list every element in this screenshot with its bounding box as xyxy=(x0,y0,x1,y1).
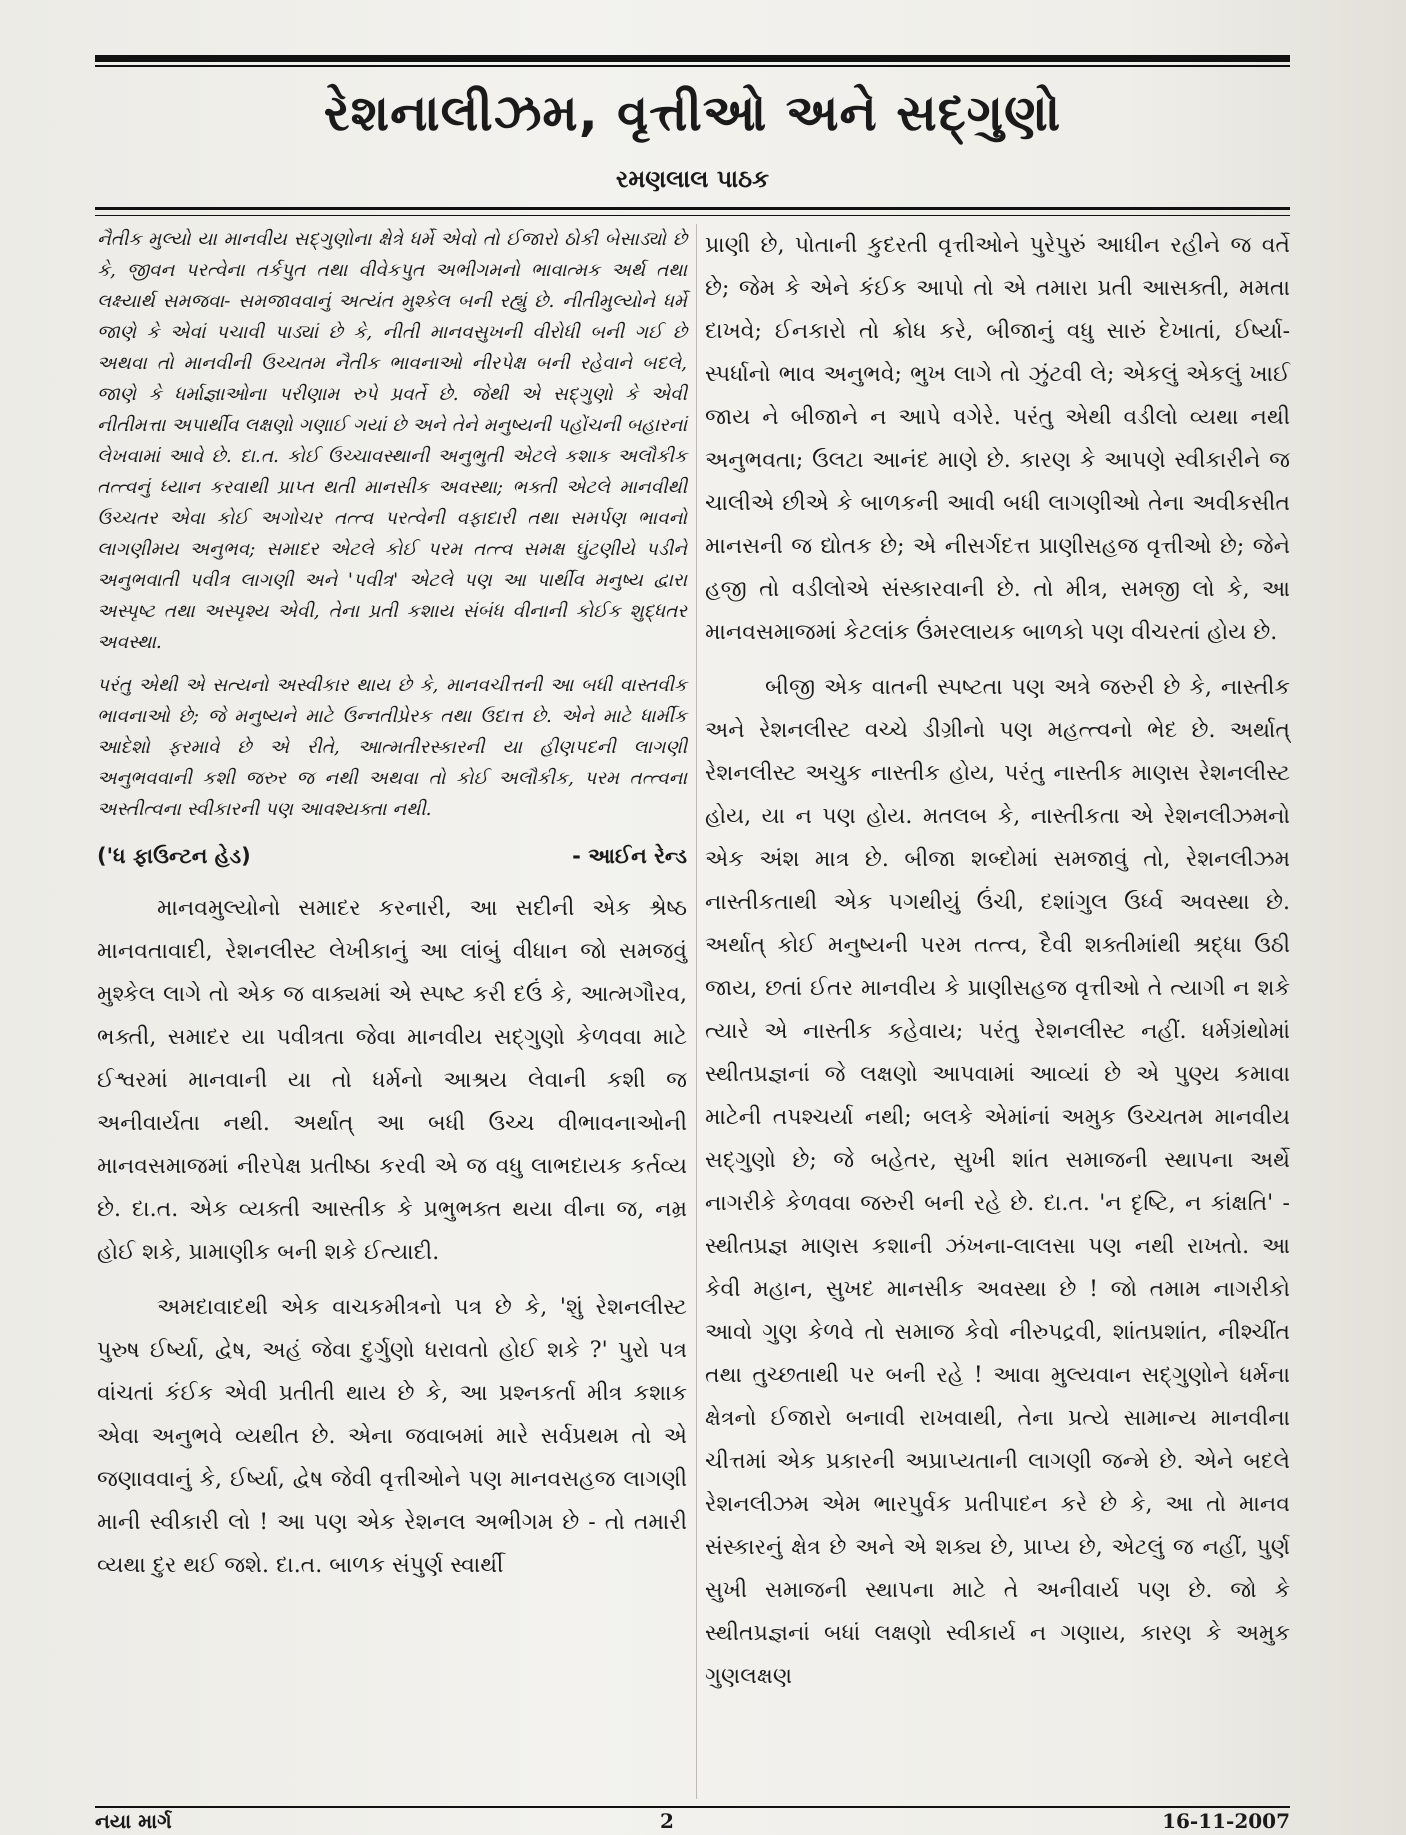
page-footer xyxy=(95,1808,1290,1834)
top-rule-thin xyxy=(95,65,1290,67)
article-title: રેશનાલીઝમ, વૃત્તીઓ અને સદ્‌ગુણો xyxy=(323,84,1062,142)
quote-source: ('ધ ફાઉન્ટન હેડ) xyxy=(97,844,251,868)
article-author: રમણલાલ પાઠક xyxy=(615,165,770,193)
header-rule-thick xyxy=(95,207,1290,210)
body-paragraph: અમદાવાદથી એક વાચકમીત્રનો પત્ર છે કે, 'શું રેશનલીસ્ટ પુરુષ ઈર્ષ્યા, દ્વેષ, અહં જેવા દુર્ગુણો ધરાવતો હોઈ શકે ?' પુરો પત્ર વાંચતાં કંઈક એવી પ્રતીતી થાય છે કે, આ પ્રશ્નકર્તા મીત્ર કશાક એવા અનુભવે વ્યથીત છે. એના જવાબમાં મારે સર્વપ્રથમ તો એ જણાવવાનું કે, ઈર્ષ્યા, દ્વેષ જેવી વૃત્તીઓને પણ માનવસહજ લાગણી માની સ્વીકારી લો ! આ પણ એક રેશનલ અભીગમ છે - તો તમારી વ્યથા દુર થઈ જશે. દા.ત. બાળક સંપુર્ણ સ્વાર્થી xyxy=(97,1295,687,1578)
publication-name: નયા માર્ગ xyxy=(95,1809,172,1833)
quote-paragraph: પરંતુ એથી એ સત્યનો અસ્વીકાર થાય છે કે, માનવચીત્તની આ બધી વાસ્તવીક ભાવનાઓ છે; જે મનુષ્યને માટે ઉન્નતીપ્રેરક તથા ઉદાત્ત છે. એને માટે ધાર્મીક આદેશો ફરમાવે છે એ રીતે, આત્મતીરસ્કારની યા હીણપદની લાગણી અનુભવવાની કશી જરુર જ નથી અથવા તો કોઈ અલૌકીક, પરમ તત્ત્વના અસ્તીત્વના સ્વીકારની પણ આવશ્યક્તા નથી. xyxy=(97,675,687,820)
page-number: 2 xyxy=(659,1809,674,1833)
column-divider xyxy=(696,224,697,1799)
left-column xyxy=(97,224,687,1587)
body-paragraph: બીજી એક વાતની સ્પષ્ટતા પણ અત્રે જરુરી છે કે, નાસ્તીક અને રેશનલીસ્ટ વચ્ચે ડીગ્રીનો પણ મહત્ત્વનો ભેદ છે. અર્થાત્ રેશનલીસ્ટ અચુક નાસ્તીક હોય, પરંતુ નાસ્તીક માણસ રેશનલીસ્ટ હોય, યા ન પણ હોય. મતલબ કે, નાસ્તીકતા એ રેશનલીઝમનો એક અંશ માત્ર છે. બીજા શબ્દોમાં સમજાવું તો, રેશનલીઝમ નાસ્તીકતાથી એક પગથીયું ઉંચી, દશાંગુલ ઉર્ધ્વ અવસ્થા છે. અર્થાત્ કોઈ મનુષ્યની પરમ તત્ત્વ, દૈવી શક્તીમાંથી શ્રદ્ધા ઉઠી જાય, છતાં ઈતર માનવીય કે પ્રાણીસહજ વૃત્તીઓ તે ત્યાગી ન શકે ત્યારે એ નાસ્તીક કહેવાય; પરંતુ રેશનલીસ્ટ નહીં. ધર્મગ્રંથોમાં સ્થીતપ્રજ્ઞનાં જે લક્ષણો આપવામાં આવ્યાં છે એ પુણ્ય કમાવા માટેની તપશ્ચર્યા નથી; બલકે એમાંનાં અમુક ઉચ્ચતમ માનવીય સદ્‌ગુણો છે; જે બહેતર, સુખી શાંત સમાજની સ્થાપના અર્થે નાગરીકે કેળવવા જરુરી બની રહે છે. દા.ત. 'ન દૃષ્ટિ, ન કાંક્ષતિ' - સ્થીતપ્રજ્ઞ માણસ કશાની ઝંખના-લાલસા પણ નથી રાખતો. આ કેવી મહાન, સુખદ માનસીક અવસ્થા છે ! જો તમામ નાગરીકો આવો ગુણ કેળવે તો સમાજ કેવો નીરુપદ્રવી, શાંતપ્રશાંત, નીશ્ચીંત તથા તુચ્છતાથી પર બની રહે ! આવા મુલ્યવાન સદ્‌ગુણોને ધર્મના ક્ષેત્રનો ઈજારો બનાવી રાખવાથી, તેના પ્રત્યે સામાન્ય માનવીના ચીત્તમાં એક પ્રકારની અપ્રાપ્યતાની લાગણી જન્મે છે. એને બદલે રેશનલીઝમ એમ ભારપુર્વક પ્રતીપાદન કરે છે કે, આ તો માનવ સંસ્કારનું ક્ષેત્ર છે અને એ શક્ય છે, પ્રાપ્ય છે, એટલું જ નહીં, પુર્ણ સુખી સમાજની સ્થાપના માટે તે અનીવાર્ય પણ છે. જો કે સ્થીતપ્રજ્ઞનાં બધાં લક્ષણો સ્વીકાર્ય ન ગણાય, કારણ કે અમુક ગુણલક્ષણ xyxy=(705,675,1290,1689)
quote-attribution xyxy=(97,839,687,873)
top-rule-thick xyxy=(95,55,1290,62)
header-rule-thin xyxy=(95,215,1290,216)
body-paragraph: પ્રાણી છે, પોતાની કુદરતી વૃત્તીઓને પુરેપુરું આધીન રહીને જ વર્તે છે; જેમ કે એને કંઈક આપો તો એ તમારા પ્રતી આસક્તી, મમતા દાખવે; ઈનકારો તો ક્રોધ કરે, બીજાનું વધુ સારું દેખાતાં, ઈર્ષ્યા-સ્પર્ધાનો ભાવ અનુભવે; ભુખ લાગે તો ઝુંટવી લે; એકલું એકલું ખાઈ જાય ને બીજાને ન આપે વગેરે. પરંતુ એથી વડીલો વ્યથા નથી અનુભવતા; ઉલટા આનંદ માણે છે. કારણ કે આપણે સ્વીકારીને જ ચાલીએ છીએ કે બાળકની આવી બધી લાગણીઓ તેના અવીકસીત માનસની જ દ્યોતક છે; એ નીસર્ગદત્ત પ્રાણીસહજ વૃત્તીઓ છે; જેને હજી તો વડીલોએ સંસ્કારવાની છે. તો મીત્ર, સમજી લો કે, આ માનવસમાજમાં કેટલાંક ઉંમરલાયક બાળકો પણ વીચરતાં હોય છે. xyxy=(705,233,1290,645)
issue-date: 16-11-2007 xyxy=(1162,1809,1290,1833)
right-column xyxy=(705,224,1290,1698)
quote-paragraph: નૈતીક મુલ્યો યા માનવીય સદ્‌ગુણોના ક્ષેત્રે ધર્મે એવો તો ઈજારો ઠોકી બેસાડ્યો છે કે, જીવન પરત્વેના તર્કપુત તથા વીવેકપુત અભીગમનો ભાવાત્મક અર્થ તથા લક્ષ્યાર્થ સમજવા- સમજાવવાનું અત્યંત મુશ્કેલ બની રહ્યું છે. નીતીમુલ્યોને ધર્મે જાણે કે એવાં પચાવી પાડ્યાં છે કે, નીતી માનવસુખની વીરોધી બની ગઈ છે અથવા તો માનવીની ઉચ્ચતમ નૈતીક ભાવનાઓ નીરપેક્ષ બની રહેવાને બદલે, જાણે કે ધર્માજ્ઞાઓના પરીણામ રુપે પ્રવર્તે છે. જેથી એ સદ્‌ગુણો કે એવી નીતીમત્તા અપાર્થીવ લક્ષણો ગણાઈ ગયાં છે અને તેને મનુષ્યની પહોંચની બહારનાં લેખવામાં આવે છે. દા.ત. કોઈ ઉચ્ચાવસ્થાની અનુભુતી એટલે કશાક અલૌકીક તત્ત્વનું ધ્યાન કરવાથી પ્રાપ્ત થતી માનસીક અવસ્થા; ભક્તી એટલે માનવીથી ઉચ્ચતર એવા કોઈ અગોચર તત્ત્વ પરત્વેની વફાદારી તથા સમર્પણ ભાવનો લાગણીમય અનુભવ; સમાદર એટલે કોઈ પરમ તત્ત્વ સમક્ષ ઘુંટણીયે પડીને અનુભવાતી પવીત્ર લાગણી અને 'પવીત્ર' એટલે પણ આ પાર્થીવ મનુષ્ય દ્વારા અસ્પૃષ્ટ તથા અસ્પૃશ્ય એવી, તેના પ્રતી કશાય સંબંધ વીનાની કોઈક શુદ્ધતર અવસ્થા. xyxy=(97,229,687,653)
body-paragraph: માનવમુલ્યોનો સમાદર કરનારી, આ સદીની એક શ્રેષ્ઠ માનવતાવાદી, રેશનલીસ્ટ લેખીકાનું આ લાંબું વીધાન જો સમજવું મુશ્કેલ લાગે તો એક જ વાક્યમાં એ સ્પષ્ટ કરી દઉં કે, આત્મગૌરવ, ભક્તી, સમાદર યા પવીત્રતા જેવા માનવીય સદ્‌ગુણો કેળવવા માટે ઈશ્વરમાં માનવાની યા તો ધર્મનો આશ્રય લેવાની કશી જ અનીવાર્યતા નથી. અર્થાત્ આ બધી ઉચ્ચ વીભાવનાઓની માનવસમાજમાં નીરપેક્ષ પ્રતીષ્ઠા કરવી એ જ વધુ લાભદાયક કર્તવ્ય છે. દા.ત. એક વ્યક્તી આસ્તીક કે પ્રભુભક્ત થયા વીના જ, નમ્ર હોઈ શકે, પ્રામાણીક બની શકે ઈત્યાદી. xyxy=(97,896,687,1265)
quote-author: - આઈન રેન્ડ xyxy=(572,844,687,868)
